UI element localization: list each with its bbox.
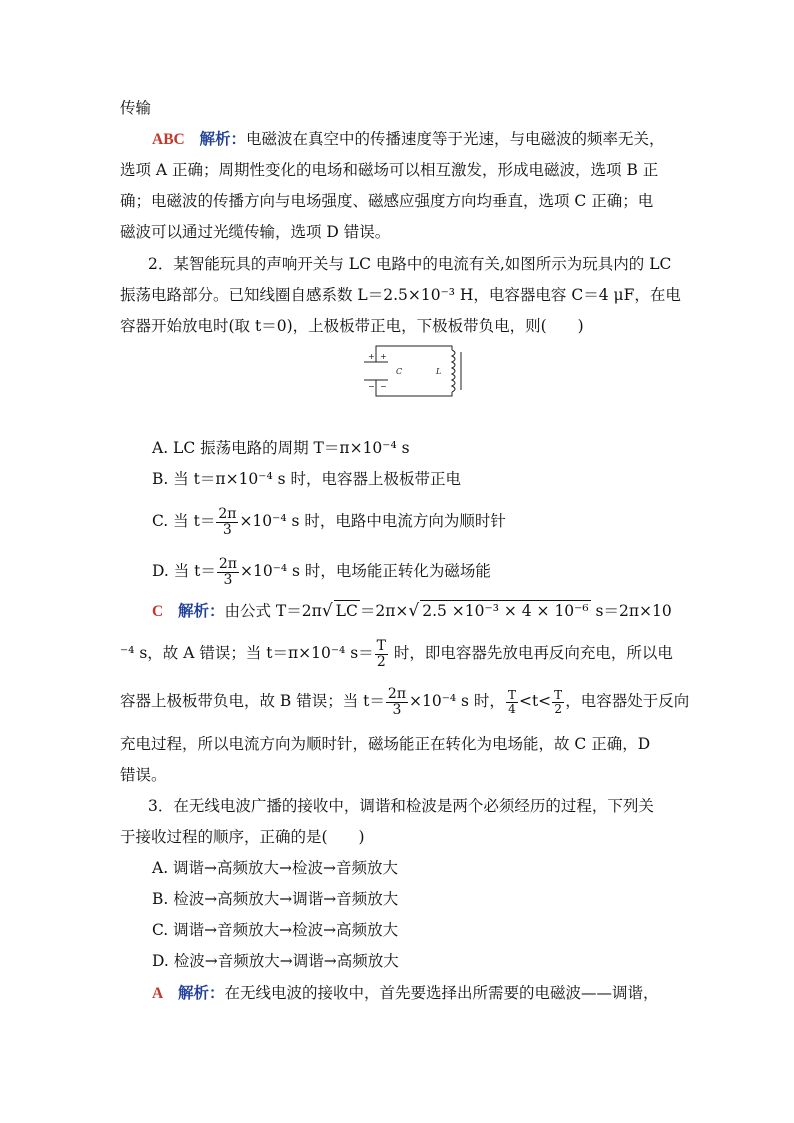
question-3: 3．在无线电波广播的接收中，调谐和检波是两个必须经历的过程，下列关 [148,797,654,815]
analysis-q2: C 解析：由公式 T＝2π√ LC ＝2π×√ 2.5 ×10⁻³ × 4 × 10⁻⁶ s＝2π×10 [152,601,672,621]
analysis-label: 解析： [177,601,225,620]
option-b: B. 当 t＝π×10⁻⁴ s 时，电容器上极板带正电 [152,470,462,488]
plus-sign: + [368,352,375,361]
text-line: 选项 A 正确；周期性变化的电场和磁场可以相互激发，形成电磁波，选项 B 正 [120,161,659,179]
text-line: 错误。 [120,766,167,784]
text-line: 传输 [120,99,152,117]
text-line: 容器开始放电时(取 t＝0)，上极板带正电，下极板带负电，则( ) [120,317,584,335]
inductor-label: L [436,367,442,376]
text-line: 确；电磁波的传播方向与电场强度、磁感应强度方向均垂直，选项 C 正确；电 [120,192,654,210]
text-line: ⁻⁴ s，故 A 错误；当 t＝π×10⁻⁴ s＝ $\frac{T}{2}$ 时，即电容器先放电再反向充电，所以电 [120,637,673,670]
option-b: B. 检波→高频放大→调谐→音频放大 [152,890,399,908]
lc-circuit-diagram [358,342,470,398]
text-line: 振荡电路部分。已知线圈自感系数 L＝2.5×10⁻³ H，电容器电容 C＝4 μF，在电 [120,286,681,304]
analysis-label: 解析： [177,983,225,1002]
analysis-q1: ABC 解析：电磁波在真空中的传播速度等于光速，与电磁波的频率无关， [152,129,665,148]
capacitor-label: C [396,367,403,376]
question-2: 2．某智能玩具的声响开关与 LC 电路中的电流有关,如图所示为玩具内的 LC [148,255,672,273]
text-line: 于接收过程的顺序，正确的是( ) [120,828,365,846]
option-d: D. 检波→音频放大→调谐→高频放大 [152,952,399,970]
minus-sign: − [368,382,375,391]
text-line: 容器上极板带负电，故 B 错误；当 t＝ $\frac{2\pi}{3}$ ×10⁻⁴ s 时， $\frac{T}{4}$ <t< $\frac{T}{2}$ ，电容器处于反向 [120,685,690,718]
answer-label: A [152,985,164,1002]
option-a: A. 调谐→高频放大→检波→音频放大 [152,859,399,877]
option-d: D. 当 t＝ $\frac{2\pi}{3}$ ×10⁻⁴ s 时，电场能正转化为磁场能 [152,555,491,588]
minus-sign: − [380,382,387,391]
option-c: C. 当 t＝ $\frac{2\pi}{3}$ ×10⁻⁴ s 时，电路中电流方向为顺时针 [152,505,506,538]
analysis-q3: A 解析：在无线电波的接收中，首先要选择出所需要的电磁波——调谐， [152,983,659,1002]
plus-sign: + [380,352,387,361]
option-c: C. 调谐→音频放大→检波→高频放大 [152,921,399,939]
option-a: A. LC 振荡电路的周期 T＝π×10⁻⁴ s [152,439,410,457]
text-line: 磁波可以通过光缆传输，选项 D 错误。 [120,223,391,241]
analysis-label: 解析： [199,129,247,148]
answer-label: C [152,603,164,620]
fraction: $\frac{2\pi}{3}$ [218,505,237,538]
text-line: 充电过程，所以电流方向为顺时针，磁场能正在转化为电场能，故 C 正确，D [120,735,651,753]
fraction: $\frac{2\pi}{3}$ [218,555,237,588]
answer-label: ABC [152,131,185,148]
